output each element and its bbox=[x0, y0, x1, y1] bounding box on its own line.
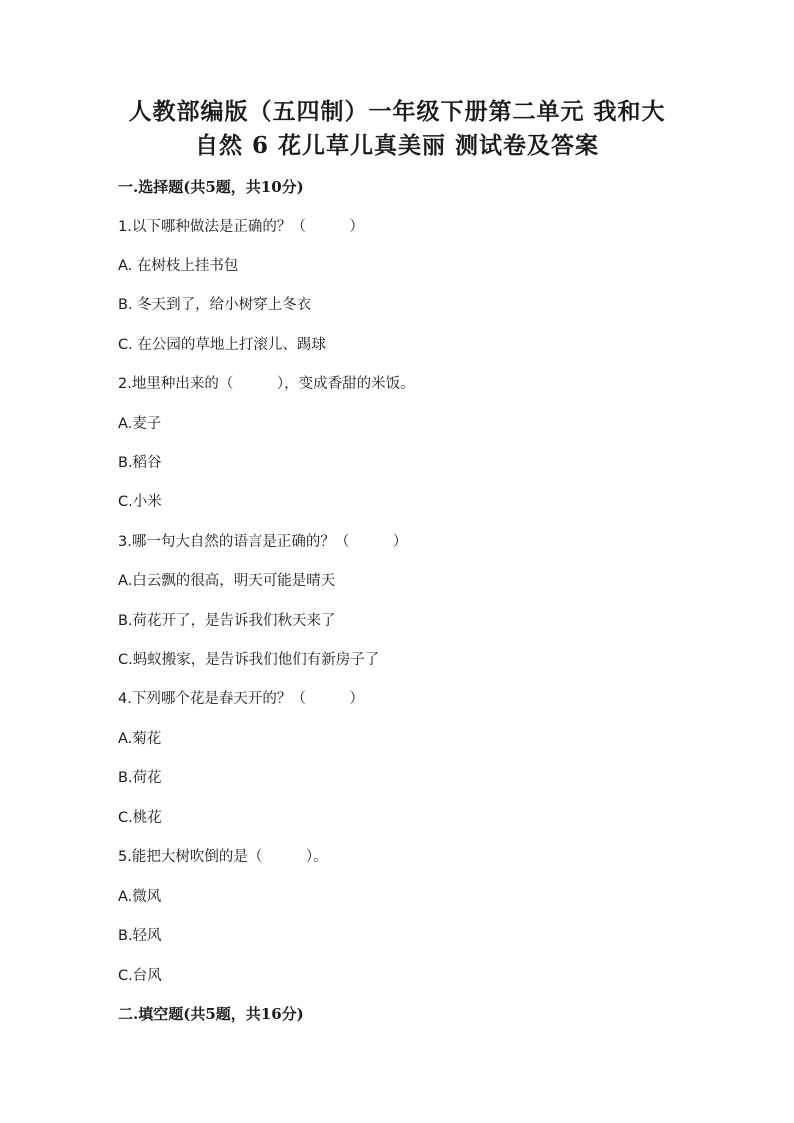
document-title-line-2: 自然 6 花儿草儿真美丽 测试卷及答案 bbox=[194, 132, 600, 159]
question-1-stem: 1.以下哪种做法是正确的？（ ） bbox=[118, 219, 364, 235]
question-3-stem: 3.哪一句大自然的语言是正确的？（ ） bbox=[118, 534, 408, 550]
question-1-option-b: B. 冬天到了，给小树穿上冬衣 bbox=[118, 297, 312, 313]
question-3-option-c: C.蚂蚁搬家，是告诉我们他们有新房子了 bbox=[118, 652, 380, 668]
question-5-option-a: A.微风 bbox=[118, 889, 162, 905]
question-3-option-a: A.白云飘的很高，明天可能是晴天 bbox=[118, 573, 336, 589]
question-5-option-b: B.轻风 bbox=[118, 928, 162, 944]
question-4-option-a: A.菊花 bbox=[118, 731, 162, 747]
question-2-stem: 2.地里种出来的（ ），变成香甜的米饭。 bbox=[118, 376, 415, 392]
section-heading-choice: 一.选择题(共5题，共10分) bbox=[118, 178, 304, 196]
question-1-option-c: C. 在公园的草地上打滚儿、踢球 bbox=[118, 337, 326, 353]
question-2-option-c: C.小米 bbox=[118, 494, 162, 510]
question-5-stem: 5.能把大树吹倒的是（ ）。 bbox=[118, 849, 328, 865]
question-3-option-b: B.荷花开了，是告诉我们秋天来了 bbox=[118, 613, 336, 629]
question-4-option-b: B.荷花 bbox=[118, 770, 162, 786]
question-5-option-c: C.台风 bbox=[118, 968, 162, 984]
question-2-option-b: B.稻谷 bbox=[118, 455, 162, 471]
question-2-option-a: A.麦子 bbox=[118, 416, 162, 432]
question-4-option-c: C.桃花 bbox=[118, 810, 162, 826]
question-4-stem: 4.下列哪个花是春天开的？（ ） bbox=[118, 691, 364, 707]
document-title-line-1: 人教部编版（五四制）一年级下册第二单元 我和大 bbox=[128, 98, 666, 125]
question-1-option-a: A. 在树枝上挂书包 bbox=[118, 258, 239, 274]
section-heading-fill-blank: 二.填空题(共5题，共16分) bbox=[118, 1005, 304, 1023]
